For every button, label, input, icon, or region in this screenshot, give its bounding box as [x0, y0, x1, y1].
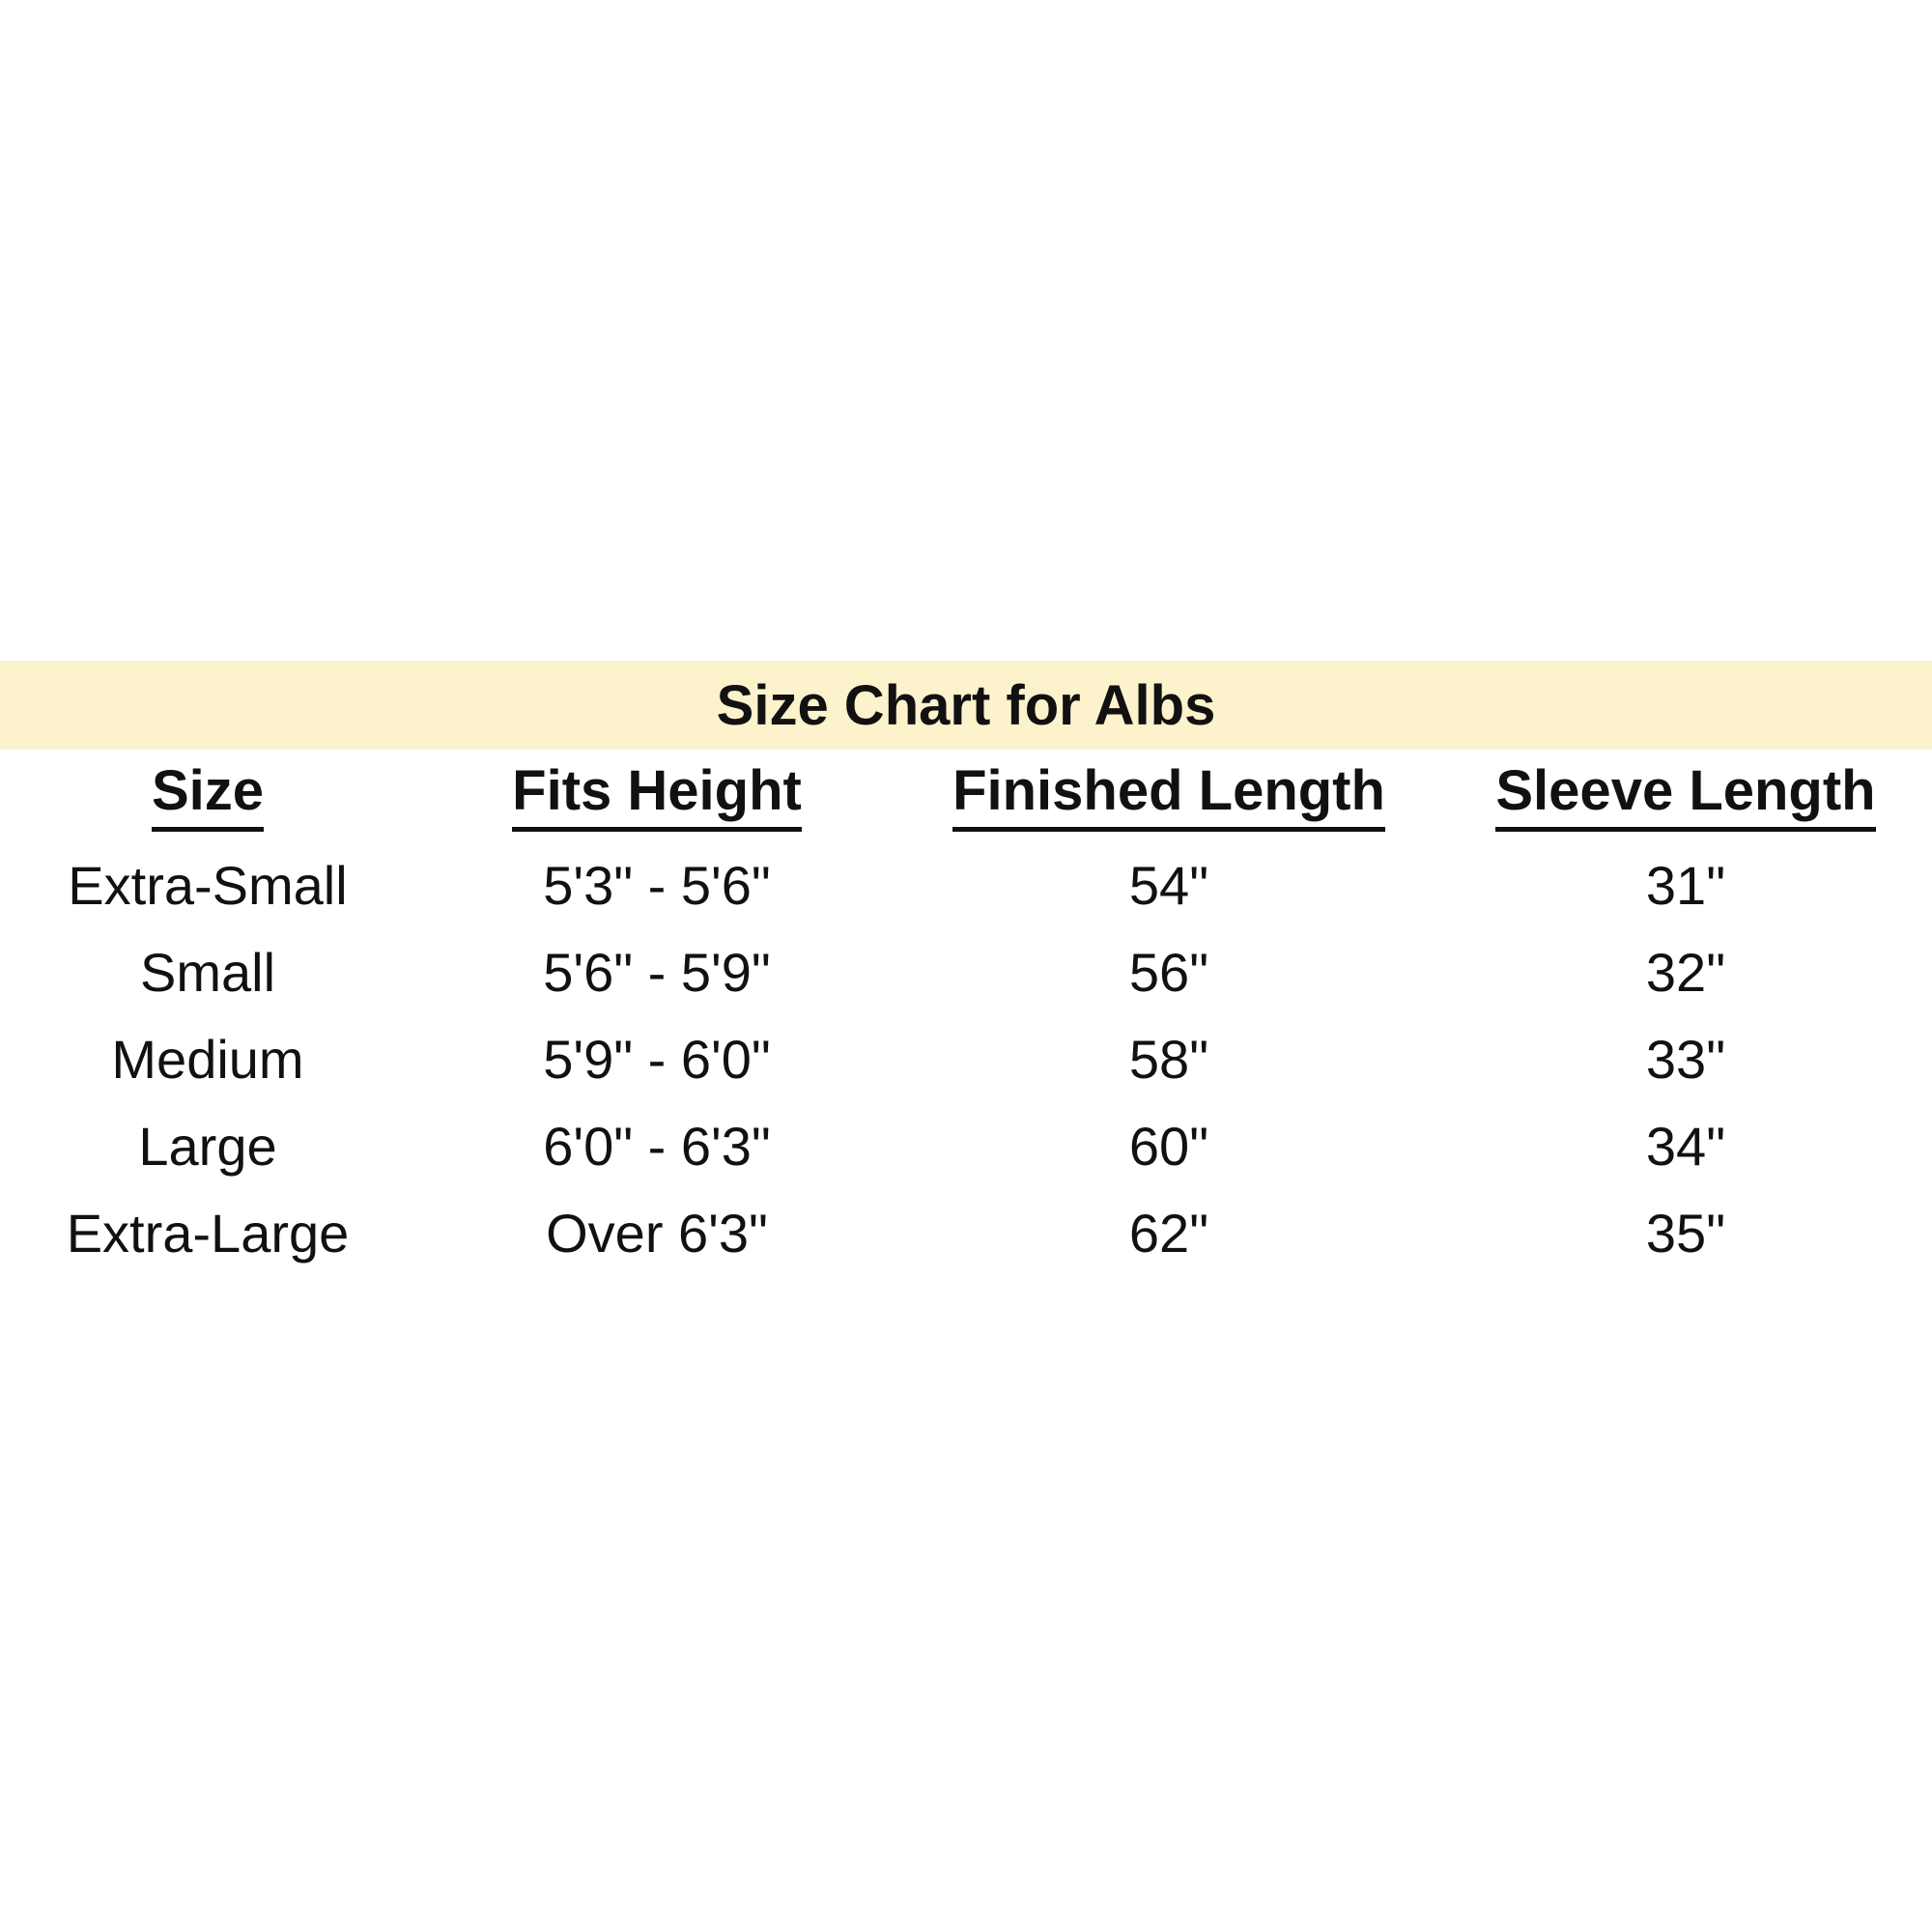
table-cell: Small	[139, 942, 276, 1004]
table-cell: Extra-Small	[68, 855, 348, 917]
column-header-finished-length-label: Finished Length	[952, 760, 1385, 833]
table-cell: 62"	[1128, 1203, 1209, 1264]
column-header-size	[0, 760, 415, 833]
table-cell: 34"	[1645, 1116, 1726, 1178]
table-cell: 6'0" - 6'3"	[543, 1116, 771, 1178]
table-cell: 60"	[1128, 1116, 1209, 1178]
column-header-fits-height	[415, 760, 898, 833]
table-header-row	[0, 750, 1932, 842]
table-cell: 5'3" - 5'6"	[543, 855, 771, 917]
table-cell: 32"	[1645, 942, 1726, 1004]
size-chart-title: Size Chart for Albs	[716, 673, 1216, 737]
column-header-size-label: Size	[152, 760, 264, 833]
table-cell: 54"	[1128, 855, 1209, 917]
table-row-large	[0, 1103, 1932, 1190]
table-row-extra-small	[0, 842, 1932, 929]
table-cell: Over 6'3"	[546, 1203, 768, 1264]
table-cell: 5'9" - 6'0"	[543, 1029, 771, 1091]
table-cell: 33"	[1645, 1029, 1726, 1091]
title-band	[0, 661, 1932, 750]
table-cell: 58"	[1128, 1029, 1209, 1091]
table-cell: Medium	[111, 1029, 304, 1091]
table-cell: Large	[138, 1116, 277, 1178]
table-cell: 56"	[1128, 942, 1209, 1004]
column-header-sleeve-length	[1439, 760, 1932, 833]
table-cell: 31"	[1645, 855, 1726, 917]
column-header-fits-height-label: Fits Height	[512, 760, 802, 833]
table-row-medium	[0, 1016, 1932, 1103]
table-row-small	[0, 929, 1932, 1016]
table-row-extra-large	[0, 1190, 1932, 1277]
table-cell: 5'6" - 5'9"	[543, 942, 771, 1004]
table-cell: 35"	[1645, 1203, 1726, 1264]
size-table	[0, 750, 1932, 1277]
column-header-finished-length	[898, 760, 1439, 833]
column-header-sleeve-length-label: Sleeve Length	[1495, 760, 1875, 833]
table-cell: Extra-Large	[66, 1203, 350, 1264]
